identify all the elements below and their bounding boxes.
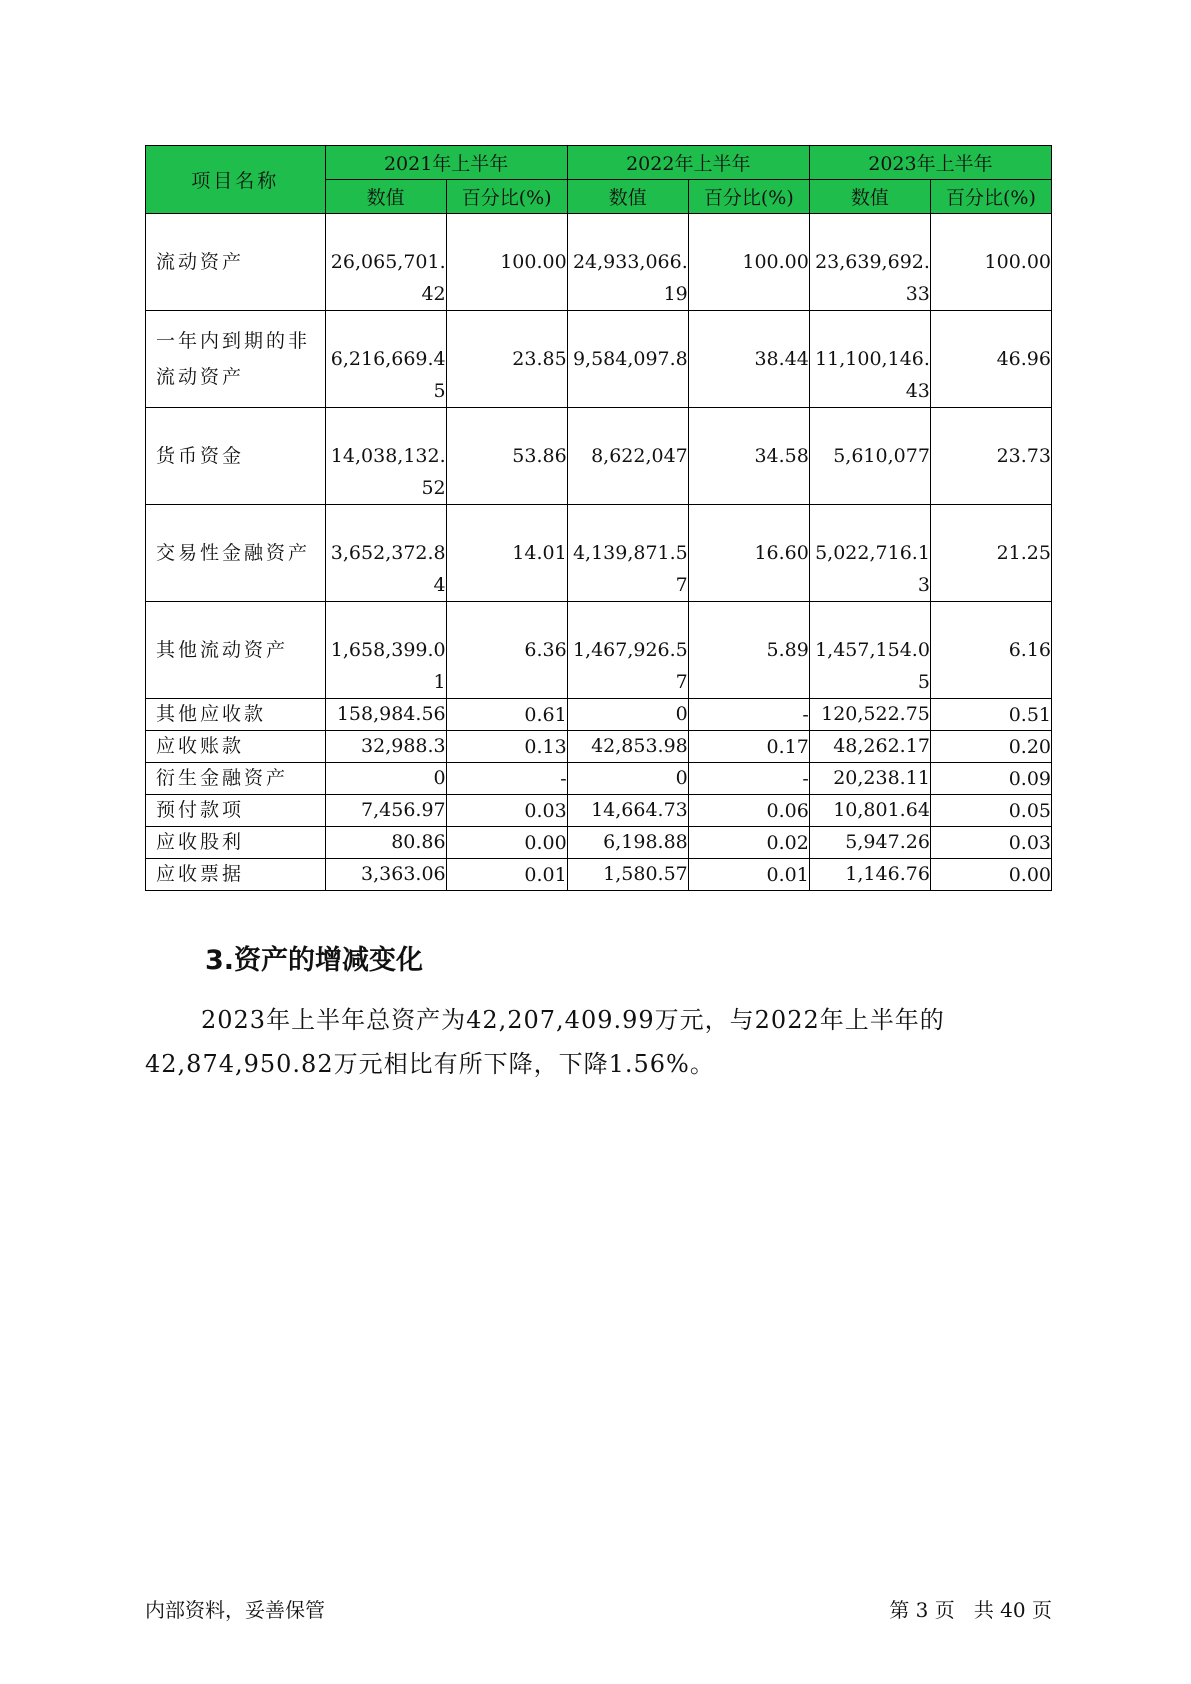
cell-value: 158,984.56 <box>325 699 446 731</box>
cell-percent: - <box>446 763 567 795</box>
row-label: 货币资金 <box>146 408 326 505</box>
cell-value: 3,652,372.84 <box>325 505 446 602</box>
table-row <box>146 699 1052 731</box>
cell-percent: 0.17 <box>688 731 809 763</box>
table-row <box>146 763 1052 795</box>
cell-value: 5,947.26 <box>809 827 930 859</box>
cell-percent: 53.86 <box>446 408 567 505</box>
header-item-name: 项目名称 <box>146 146 326 214</box>
cell-percent: 0.02 <box>688 827 809 859</box>
table-row <box>146 505 1052 602</box>
cell-percent: 16.60 <box>688 505 809 602</box>
cell-percent: - <box>688 763 809 795</box>
cell-value: 7,456.97 <box>325 795 446 827</box>
table-row <box>146 795 1052 827</box>
row-label: 预付款项 <box>146 795 326 827</box>
cell-percent: 0.06 <box>688 795 809 827</box>
footer-confidential-note: 内部资料，妥善保管 <box>145 1598 325 1622</box>
cell-value: 0 <box>567 699 688 731</box>
cell-value: 8,622,047 <box>567 408 688 505</box>
section-heading: 3.资产的增减变化 <box>205 945 424 976</box>
cell-percent: 38.44 <box>688 311 809 408</box>
cell-percent: 23.73 <box>930 408 1051 505</box>
cell-percent: 0.20 <box>930 731 1051 763</box>
cell-value: 11,100,146.43 <box>809 311 930 408</box>
row-label: 应收股利 <box>146 827 326 859</box>
table-row <box>146 408 1052 505</box>
cell-percent: 0.61 <box>446 699 567 731</box>
cell-percent: 100.00 <box>446 214 567 311</box>
cell-value: 80.86 <box>325 827 446 859</box>
cell-percent: - <box>688 699 809 731</box>
cell-value: 32,988.3 <box>325 731 446 763</box>
cell-percent: 46.96 <box>930 311 1051 408</box>
cell-value: 120,522.75 <box>809 699 930 731</box>
cell-value: 4,139,871.57 <box>567 505 688 602</box>
row-label: 应收票据 <box>146 859 326 891</box>
cell-value: 6,198.88 <box>567 827 688 859</box>
cell-value: 1,146.76 <box>809 859 930 891</box>
header-percent: 百分比(%) <box>688 180 809 214</box>
header-percent: 百分比(%) <box>446 180 567 214</box>
cell-value: 14,038,132.52 <box>325 408 446 505</box>
cell-percent: 0.01 <box>688 859 809 891</box>
cell-value: 0 <box>567 763 688 795</box>
row-label: 一年内到期的非流动资产 <box>146 311 326 408</box>
header-value: 数值 <box>567 180 688 214</box>
header-period-2021: 2021年上半年 <box>325 146 567 180</box>
table-row <box>146 827 1052 859</box>
cell-percent: 0.00 <box>446 827 567 859</box>
header-value: 数值 <box>809 180 930 214</box>
cell-value: 5,610,077 <box>809 408 930 505</box>
cell-value: 23,639,692.33 <box>809 214 930 311</box>
header-period-2023: 2023年上半年 <box>809 146 1051 180</box>
header-period-2022: 2022年上半年 <box>567 146 809 180</box>
table-row <box>146 311 1052 408</box>
cell-value: 42,853.98 <box>567 731 688 763</box>
cell-percent: 0.01 <box>446 859 567 891</box>
cell-value: 20,238.11 <box>809 763 930 795</box>
cell-percent: 21.25 <box>930 505 1051 602</box>
row-label: 其他流动资产 <box>146 602 326 699</box>
cell-value: 9,584,097.8 <box>567 311 688 408</box>
body-paragraph: 2023年上半年总资产为42,207,409.99万元，与2022年上半年的42,874,950.82万元相比有所下降，下降1.56%。 <box>145 1006 945 1078</box>
cell-percent: 0.13 <box>446 731 567 763</box>
cell-percent: 0.09 <box>930 763 1051 795</box>
cell-value: 5,022,716.13 <box>809 505 930 602</box>
row-label: 交易性金融资产 <box>146 505 326 602</box>
cell-value: 24,933,066.19 <box>567 214 688 311</box>
cell-percent: 6.36 <box>446 602 567 699</box>
cell-value: 0 <box>325 763 446 795</box>
cell-percent: 23.85 <box>446 311 567 408</box>
cell-percent: 0.03 <box>930 827 1051 859</box>
assets-table <box>145 145 1052 891</box>
row-label: 流动资产 <box>146 214 326 311</box>
cell-value: 14,664.73 <box>567 795 688 827</box>
cell-percent: 6.16 <box>930 602 1051 699</box>
table-row <box>146 214 1052 311</box>
header-percent: 百分比(%) <box>930 180 1051 214</box>
cell-value: 1,467,926.57 <box>567 602 688 699</box>
cell-percent: 14.01 <box>446 505 567 602</box>
cell-percent: 100.00 <box>930 214 1051 311</box>
cell-value: 1,658,399.01 <box>325 602 446 699</box>
table-row <box>146 859 1052 891</box>
row-label: 其他应收款 <box>146 699 326 731</box>
cell-value: 6,216,669.45 <box>325 311 446 408</box>
cell-percent: 0.05 <box>930 795 1051 827</box>
row-label: 衍生金融资产 <box>146 763 326 795</box>
cell-value: 48,262.17 <box>809 731 930 763</box>
cell-value: 1,580.57 <box>567 859 688 891</box>
cell-percent: 34.58 <box>688 408 809 505</box>
cell-percent: 0.51 <box>930 699 1051 731</box>
cell-percent: 5.89 <box>688 602 809 699</box>
footer-page-number: 第 3 页 共 40 页 <box>889 1598 1052 1622</box>
header-value: 数值 <box>325 180 446 214</box>
cell-value: 10,801.64 <box>809 795 930 827</box>
cell-percent: 0.03 <box>446 795 567 827</box>
cell-value: 3,363.06 <box>325 859 446 891</box>
table-row <box>146 602 1052 699</box>
cell-percent: 0.00 <box>930 859 1051 891</box>
cell-percent: 100.00 <box>688 214 809 311</box>
table-row <box>146 731 1052 763</box>
cell-value: 26,065,701.42 <box>325 214 446 311</box>
row-label: 应收账款 <box>146 731 326 763</box>
cell-value: 1,457,154.05 <box>809 602 930 699</box>
